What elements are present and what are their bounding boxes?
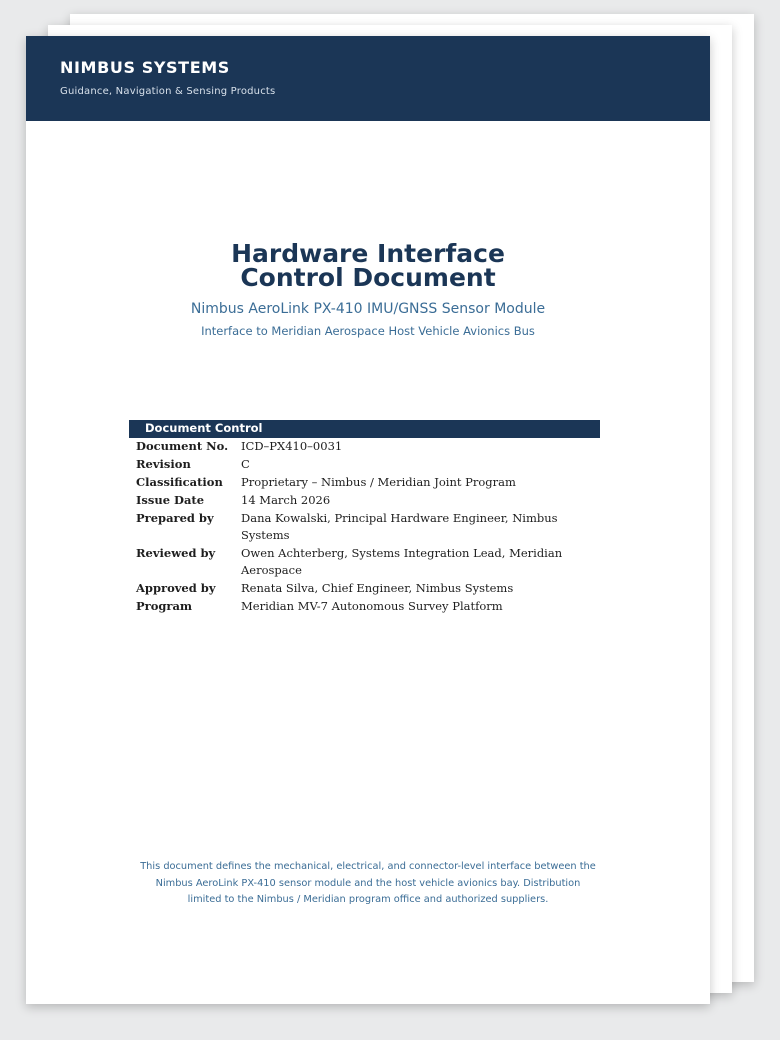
document-subtitle: Nimbus AeroLink PX-410 IMU/GNSS Sensor Module	[190, 301, 546, 317]
document-control-heading-bar	[129, 420, 600, 438]
row-value: Dana Kowalski, Principal Hardware Engineer, Nimbus Systems	[241, 510, 558, 543]
title-line-2: Control Document	[240, 263, 496, 292]
table-row	[136, 598, 606, 616]
row-key: Approved by	[136, 581, 216, 596]
table-row	[136, 438, 606, 456]
row-value: Renata Silva, Chief Engineer, Nimbus Systems	[241, 581, 514, 596]
row-key: Prepared by	[136, 510, 214, 525]
document-control-table	[136, 438, 606, 616]
row-key: Document No.	[136, 439, 229, 453]
table-row	[136, 510, 606, 545]
document-control-heading: Document Control	[145, 421, 263, 435]
row-value: Proprietary – Nimbus / Meridian Joint Program	[241, 474, 516, 489]
document-subsubtitle: Interface to Meridian Aerospace Host Vehicle Avionics Bus	[201, 324, 535, 338]
cover-page	[26, 36, 710, 1004]
company-name: NIMBUS SYSTEMS	[60, 58, 230, 77]
row-value: Owen Achterberg, Systems Integration Lead, Meridian Aerospace	[241, 545, 563, 578]
company-tagline: Guidance, Navigation & Sensing Products	[60, 86, 276, 97]
table-row	[136, 545, 606, 580]
table-row	[136, 492, 606, 510]
table-row	[136, 456, 606, 474]
row-value: Meridian MV-7 Autonomous Survey Platform	[241, 599, 503, 614]
row-key: Revision	[136, 456, 191, 471]
table-row	[136, 580, 606, 598]
row-key: Classification	[136, 474, 223, 489]
header-band	[26, 36, 710, 121]
distribution-note: This document defines the mechanical, electrical, and connector-level interface between the Nimbus AeroLink PX-410 sensor module and the host vehicle avionics bay. Distribution limited to the Nimbus / Meridian program office and authorized suppliers.	[140, 861, 596, 905]
row-value: C	[241, 456, 250, 471]
table-row	[136, 474, 606, 492]
row-key: Program	[136, 599, 193, 614]
document-title	[26, 239, 710, 292]
title-line-1: Hardware Interface	[231, 239, 505, 268]
row-key: Issue Date	[136, 492, 205, 507]
row-value: 14 March 2026	[241, 492, 331, 507]
row-key: Reviewed by	[136, 545, 216, 560]
row-value: ICD–PX410–0031	[241, 439, 343, 453]
